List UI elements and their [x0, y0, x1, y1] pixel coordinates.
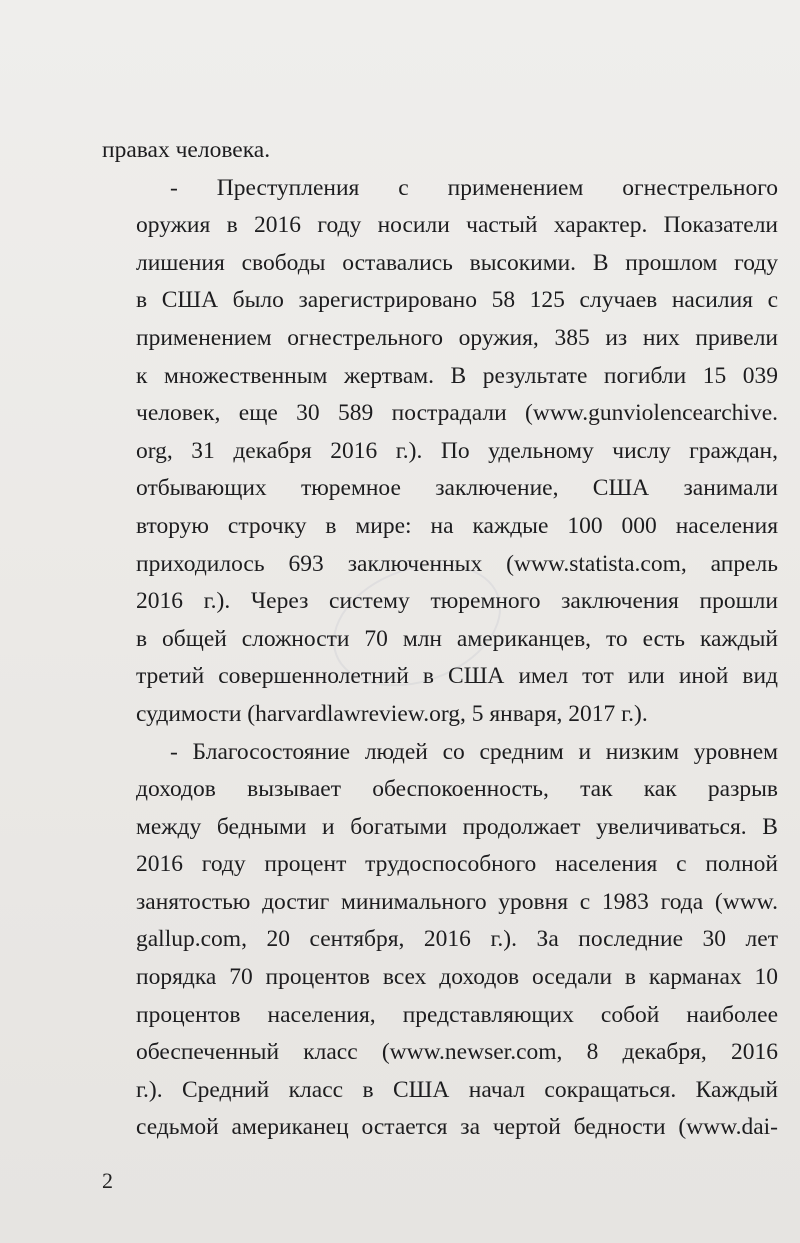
text-line: - Преступления с применением огнестрельного — [170, 174, 778, 201]
text-line: в США было зарегистрировано 58 125 случаев насилия с — [136, 287, 778, 314]
text-line: - Благосостояние людей со средним и низким уровнем — [170, 738, 778, 765]
text-line: в общей сложности 70 млн американцев, то есть каждый — [136, 625, 778, 652]
text-line: gallup.com, 20 сентября, 2016 г.). За последние 30 лет — [136, 926, 778, 953]
page-number: 2 — [102, 1168, 113, 1193]
text-line: вторую строчку в мире: на каждые 100 000 населения — [136, 512, 778, 539]
paragraph-income-inequality — [102, 734, 778, 1148]
paragraph-firearms-crime — [102, 170, 778, 734]
text-line: доходов вызывает обеспокоенность, так как разрыв — [136, 776, 778, 803]
text-line: правах человека. — [102, 137, 271, 163]
text-line: порядка 70 процентов всех доходов оседали в карманах 10 — [136, 964, 778, 991]
text-line: org, 31 декабря 2016 г.). По удельному числу граждан, — [136, 437, 778, 464]
paragraph-continuation — [102, 132, 778, 170]
text-line: человек, еще 30 589 пострадали (www.gunviolencearchive. — [136, 400, 778, 427]
body-text — [102, 132, 778, 1147]
text-line: лишения свободы оставались высокими. В прошлом году — [136, 249, 778, 276]
text-line: 2016 г.). Через систему тюремного заключения прошли — [136, 588, 778, 615]
text-line: обеспеченный класс (www.newser.com, 8 декабря, 2016 — [136, 1039, 778, 1066]
text-line: процентов населения, представляющих собой наиболее — [136, 1001, 778, 1028]
text-line: седьмой американец остается за чертой бедности (www.dai- — [136, 1114, 778, 1141]
text-line: между бедными и богатыми продолжает увеличиваться. В — [136, 813, 778, 840]
text-line: отбывающих тюремное заключение, США занимали — [136, 475, 778, 502]
text-line: судимости (harvardlawreview.org, 5 января, 2017 г.). — [136, 700, 648, 727]
text-line: г.). Средний класс в США начал сокращаться. Каждый — [136, 1076, 778, 1103]
text-line: применением огнестрельного оружия, 385 из них привели — [136, 324, 778, 351]
text-line: к множественным жертвам. В результате погибли 15 039 — [136, 362, 778, 389]
text-line: оружия в 2016 году носили частый характер. Показатели — [136, 212, 778, 239]
text-line: приходилось 693 заключенных (www.statista.com, апрель — [136, 550, 778, 577]
text-line: третий совершеннолетний в США имел тот или иной вид — [136, 663, 778, 690]
text-line: 2016 году процент трудоспособного населения с полной — [136, 851, 778, 878]
text-line: занятостью достиг минимального уровня с 1983 года (www. — [136, 888, 778, 915]
